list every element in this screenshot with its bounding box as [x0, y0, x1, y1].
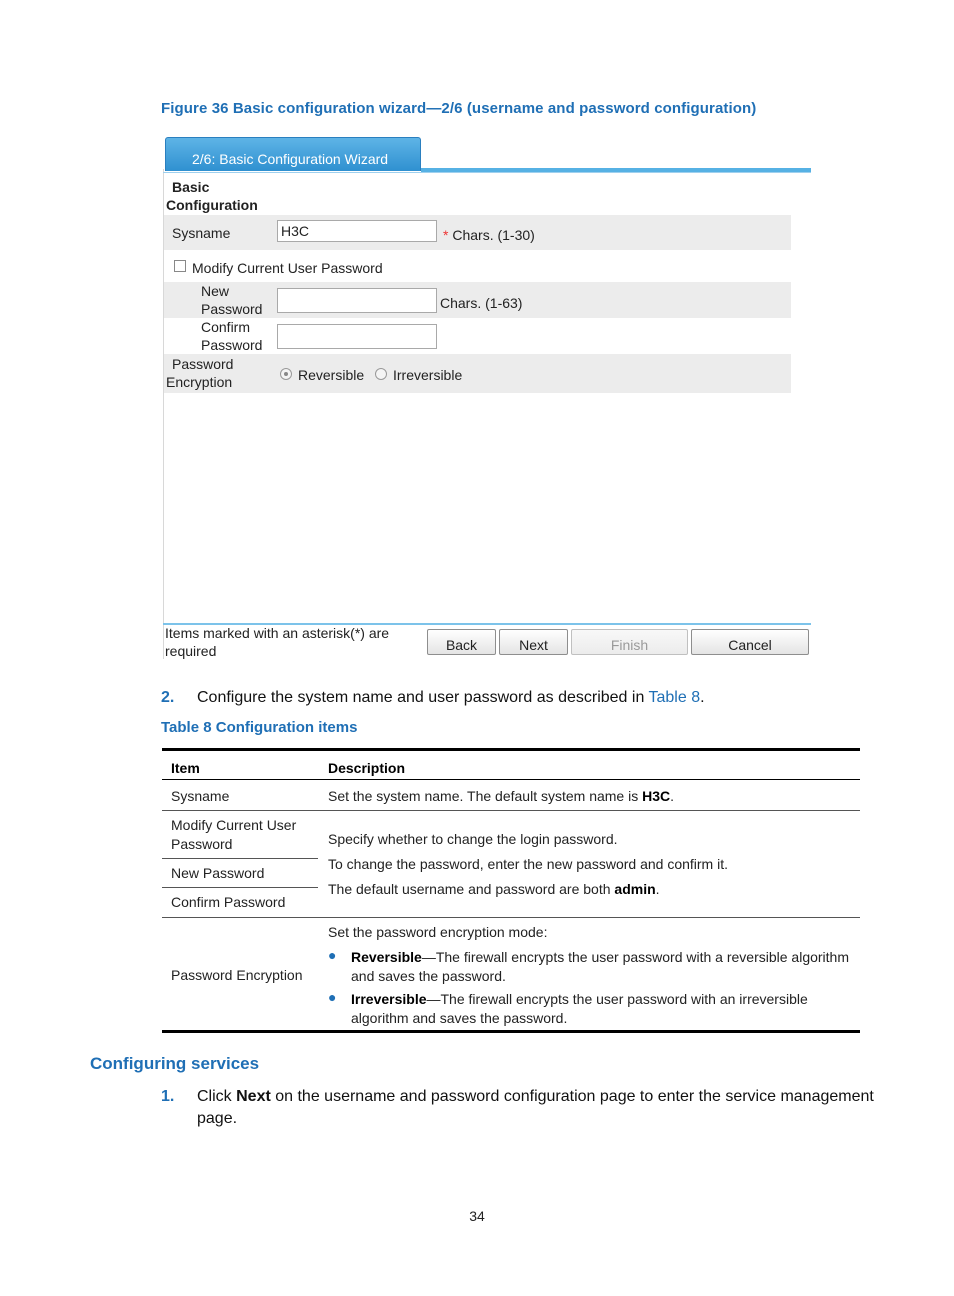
- shared-desc-line2: To change the password, enter the new password and confirm it.: [328, 856, 728, 872]
- wizard-tab-divider: [163, 172, 811, 173]
- row-confirm-item: Confirm Password: [171, 894, 286, 910]
- step-1-text-line1: [197, 1088, 874, 1106]
- table-caption: Table 8 Configuration items: [161, 719, 358, 736]
- row-modify-item-line1: Modify Current User: [171, 817, 297, 833]
- wizard-tab[interactable]: 2/6: Basic Configuration Wizard: [165, 137, 421, 171]
- figure-caption: Figure 36 Basic configuration wizard—2/6 (username and password configuration): [161, 100, 757, 117]
- irreversible-radio[interactable]: [375, 368, 387, 380]
- reversible-label: Reversible: [298, 367, 365, 383]
- sysname-label: Sysname: [172, 225, 231, 241]
- modify-password-label: Modify Current User Password: [192, 260, 383, 276]
- modify-password-checkbox[interactable]: [174, 260, 186, 272]
- step-1-text-before: Click: [197, 1088, 237, 1105]
- table-header-rule: [162, 779, 860, 780]
- encryption-label-line1: Password: [172, 356, 234, 372]
- bullet1-line2: and saves the password.: [351, 968, 506, 984]
- bullet1-bold: Reversible: [351, 949, 422, 965]
- required-footnote-line2: required: [165, 643, 217, 659]
- step-1-text-line2: page.: [197, 1110, 238, 1127]
- shared-desc-3-bold: admin: [614, 881, 656, 897]
- required-asterisk: *: [443, 227, 449, 243]
- confirm-password-label-line2: Password: [201, 337, 263, 353]
- row-sysname-desc: [328, 787, 674, 806]
- table-bottom-rule: [162, 1030, 860, 1033]
- bullet1-line1: [351, 948, 849, 967]
- row-rule: [162, 858, 318, 859]
- confirm-password-label-line1: Confirm: [201, 319, 251, 335]
- section-heading: Configuring services: [90, 1054, 260, 1073]
- step-2-text-before: Configure the system name and user password as described in: [197, 689, 649, 706]
- bullet2-text: —The firewall encrypts the user password with an irreversible: [426, 991, 808, 1007]
- sysname-hint: [443, 226, 535, 244]
- sysname-input[interactable]: [277, 220, 437, 242]
- shared-desc-line3: [328, 880, 660, 899]
- row-encryption-item: Password Encryption: [171, 967, 303, 983]
- finish-button[interactable]: Finish: [571, 629, 688, 655]
- table-header-item: Item: [171, 760, 200, 776]
- table-top-rule: [162, 748, 860, 751]
- bullet2-line1: [351, 990, 808, 1009]
- encryption-label-line2: Encryption: [166, 374, 233, 390]
- bullet-icon: ●: [328, 989, 337, 1005]
- step-1-number: 1.: [161, 1088, 175, 1105]
- row-sysname-item: Sysname: [171, 788, 230, 804]
- row-new-item: New Password: [171, 865, 265, 881]
- new-password-input[interactable]: [277, 288, 437, 313]
- section-title-line2: Configuration: [166, 197, 258, 213]
- table-header-description: Description: [328, 760, 406, 776]
- required-footnote-line1: Items marked with an asterisk(*) are: [165, 625, 390, 641]
- table-8-link[interactable]: Table 8: [648, 689, 701, 706]
- wizard-screenshot: [163, 133, 811, 663]
- step-2-text-after: .: [700, 689, 705, 706]
- new-password-label-line1: New: [201, 283, 230, 299]
- bullet2-bold: Irreversible: [351, 991, 427, 1007]
- section-title-line1: Basic: [172, 179, 210, 195]
- sysname-hint-text: Chars. (1-30): [452, 227, 535, 243]
- shared-desc-3-text: The default username and password are both: [328, 881, 615, 897]
- bullet2-line2: algorithm and saves the password.: [351, 1010, 568, 1026]
- new-password-hint: Chars. (1-63): [440, 295, 523, 311]
- shared-desc-3-end: .: [655, 881, 660, 897]
- row-rule: [162, 917, 860, 918]
- row-rule: [162, 810, 860, 811]
- irreversible-label: Irreversible: [393, 367, 463, 383]
- row-rule: [162, 887, 318, 888]
- step-1-text-after: on the username and password configuration page to enter the service management: [270, 1088, 874, 1105]
- page-number: 34: [469, 1208, 485, 1224]
- sysname-desc-bold: H3C: [642, 788, 671, 804]
- reversible-radio[interactable]: [280, 368, 292, 380]
- confirm-password-input[interactable]: [277, 324, 437, 349]
- next-button[interactable]: Next: [499, 629, 568, 655]
- shared-desc-line1: Specify whether to change the login password.: [328, 831, 618, 847]
- bullet-icon: ●: [328, 947, 337, 963]
- encryption-desc-intro: Set the password encryption mode:: [328, 924, 548, 940]
- back-button[interactable]: Back: [427, 629, 496, 655]
- sysname-desc-end: .: [670, 788, 675, 804]
- bullet1-text: —The firewall encrypts the user password with a reversible algorithm: [421, 949, 849, 965]
- step-1-bold: Next: [236, 1088, 271, 1105]
- cancel-button[interactable]: Cancel: [691, 629, 809, 655]
- new-password-label-line2: Password: [201, 301, 263, 317]
- step-2-text: [197, 689, 705, 707]
- sysname-desc-text: Set the system name. The default system name is: [328, 788, 643, 804]
- row-modify-item-line2: Password: [171, 836, 233, 852]
- encryption-row: [164, 354, 791, 393]
- step-2-number: 2.: [161, 689, 175, 706]
